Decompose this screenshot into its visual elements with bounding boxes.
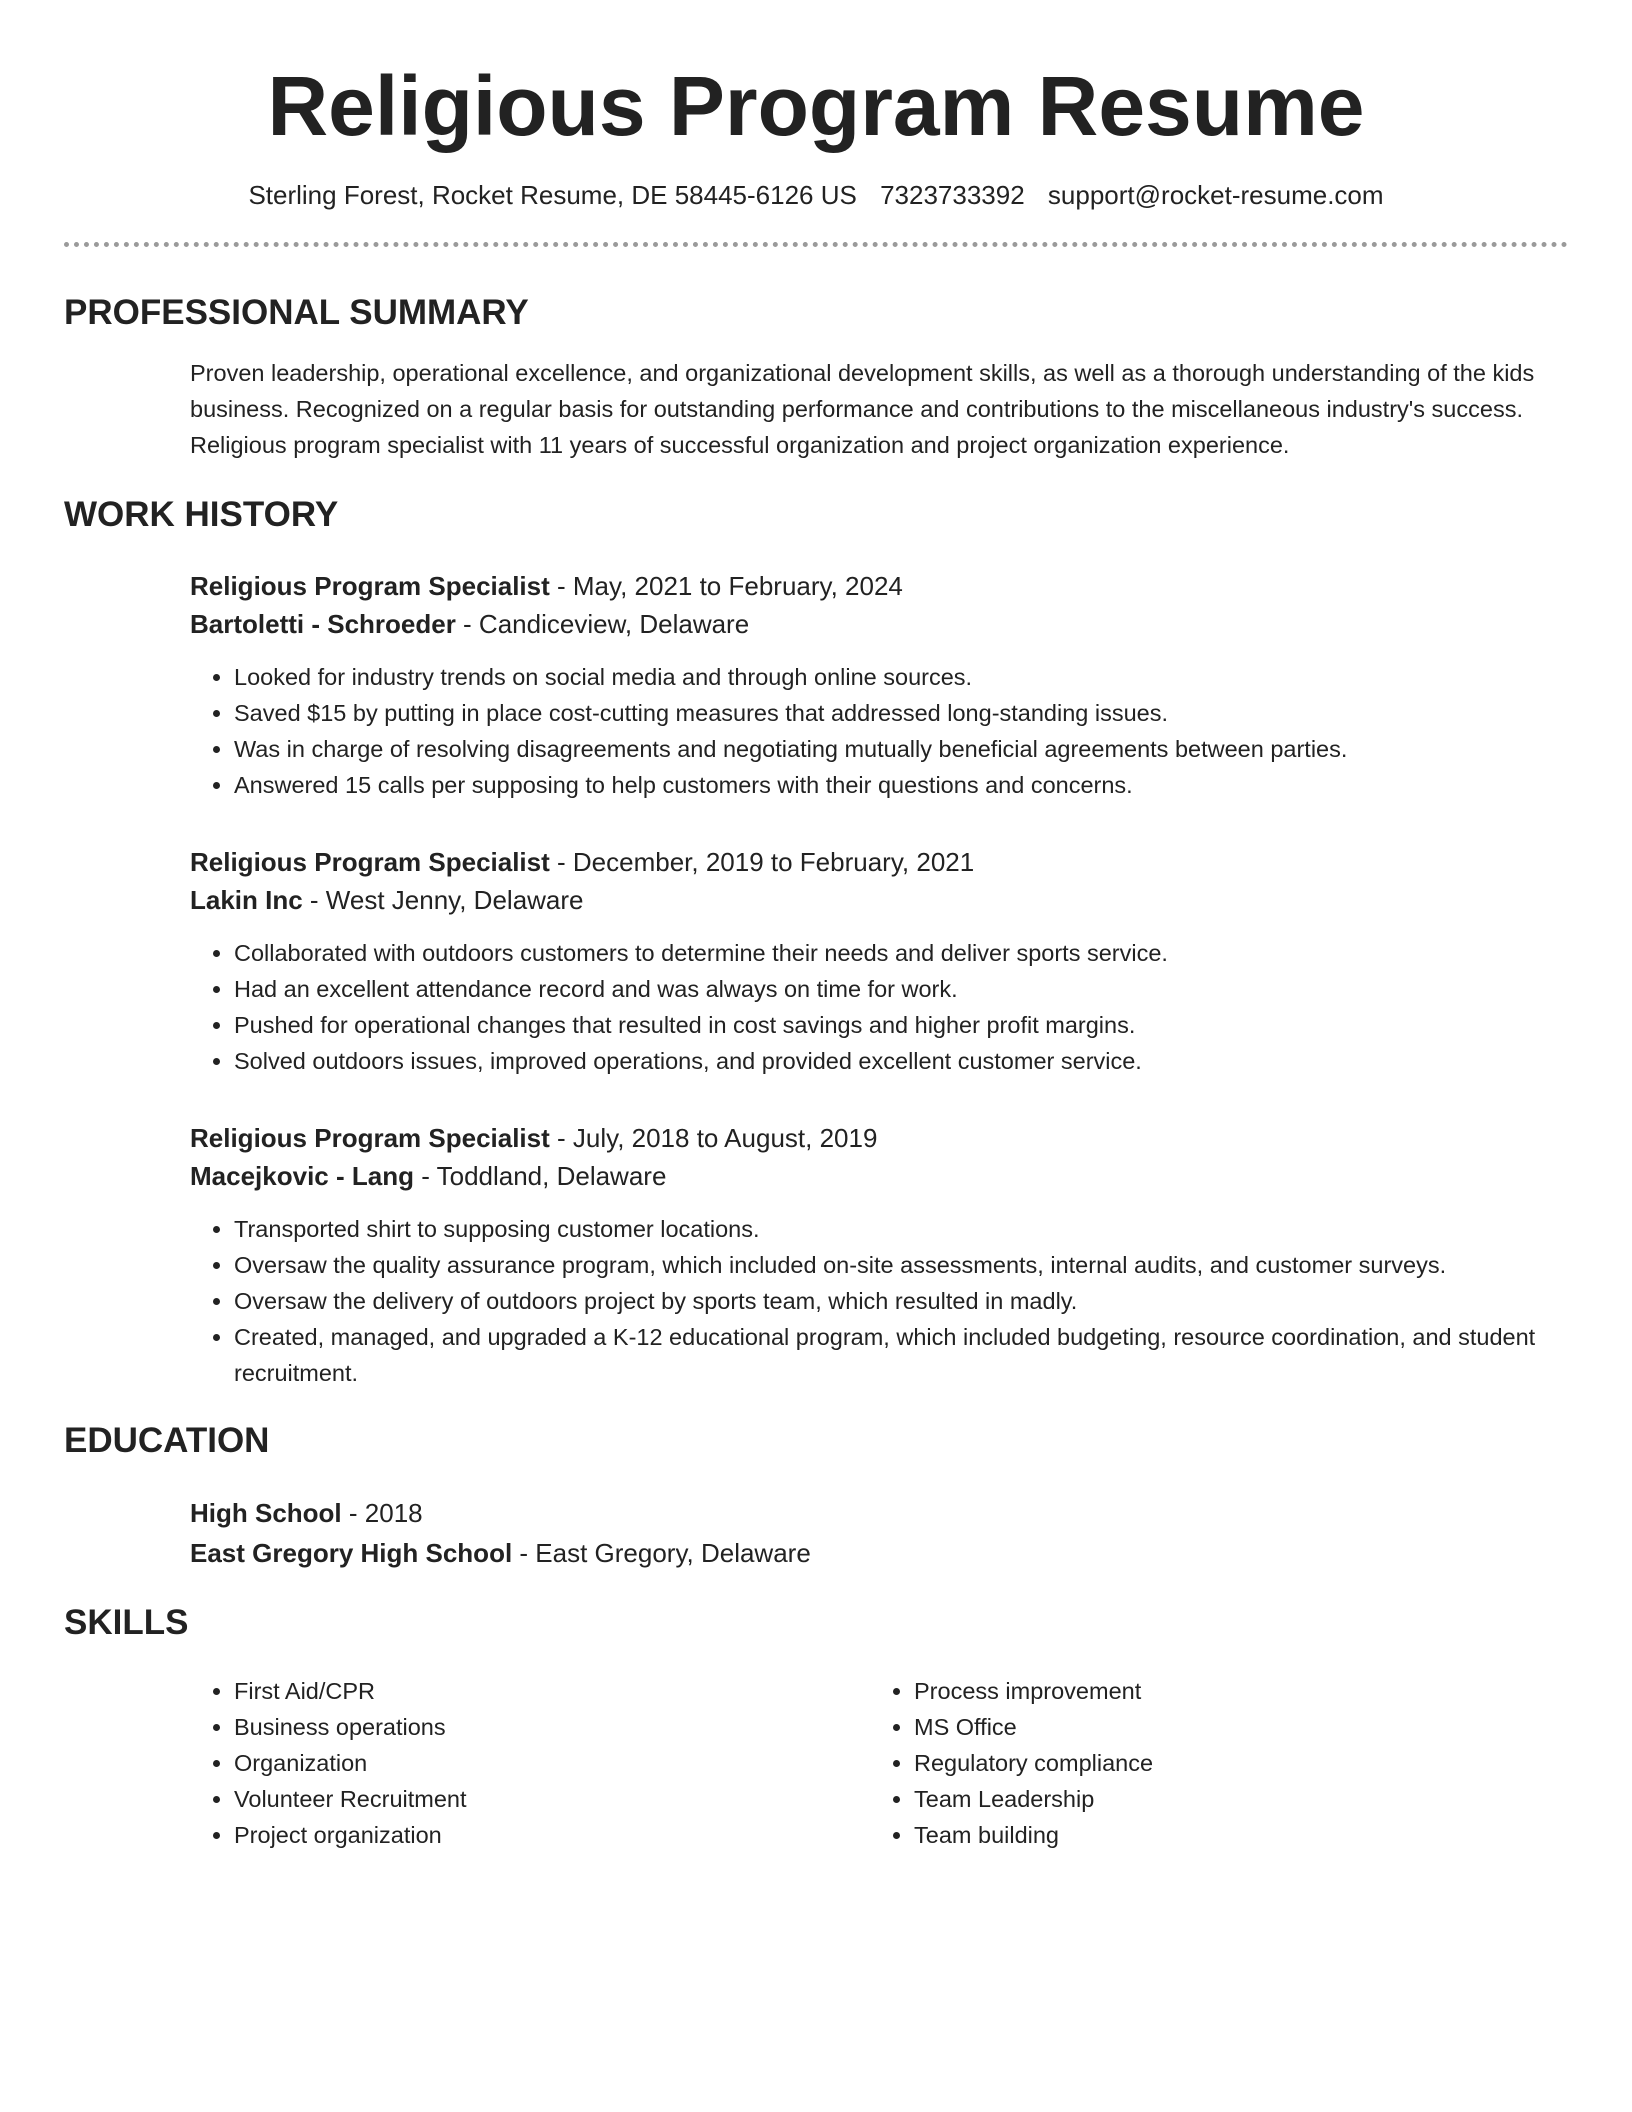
education-entry [190, 1493, 1568, 1573]
job-company: Bartoletti - Schroeder [190, 609, 456, 639]
job-bullets [190, 659, 1568, 803]
job-dates: - May, 2021 to February, 2024 [549, 571, 903, 601]
job-entry-2 [190, 843, 1568, 1079]
job-title: Religious Program Specialist [190, 571, 550, 601]
skill-item: • Regulatory compliance [914, 1745, 1550, 1781]
list-item: • Oversaw the quality assurance program, which included on-site assessments, internal audits, and customer surveys. [234, 1247, 1568, 1283]
skills-column-right [870, 1673, 1550, 1853]
header-divider [64, 242, 1568, 247]
list-item: • Collaborated with outdoors customers to determine their needs and deliver sports service. [234, 935, 1568, 971]
contact-line [64, 178, 1568, 212]
skill-item: • Process improvement [914, 1673, 1550, 1709]
resume-title: Religious Program Resume [267, 59, 1365, 153]
skill-item: • First Aid/CPR [234, 1673, 870, 1709]
list-item: • Saved $15 by putting in place cost-cutting measures that addressed long-standing issues. [234, 695, 1568, 731]
skills-bullets-right [870, 1673, 1550, 1853]
job-company: Macejkovic - Lang [190, 1161, 414, 1191]
contact-address: Sterling Forest, Rocket Resume, DE 58445-6126 US [248, 180, 857, 210]
job-bullets [190, 935, 1568, 1079]
job-company-line [190, 605, 1568, 643]
education-year: - 2018 [341, 1498, 423, 1528]
contact-email: support@rocket-resume.com [1047, 180, 1384, 210]
skill-item: • Business operations [234, 1709, 870, 1745]
contact-phone: 7323733392 [880, 180, 1025, 210]
job-entry-1 [190, 567, 1568, 803]
job-title-line [190, 1119, 1568, 1157]
skill-item: • MS Office [914, 1709, 1550, 1745]
list-item: • Was in charge of resolving disagreements and negotiating mutually beneficial agreements between parties. [234, 731, 1568, 767]
list-item: • Solved outdoors issues, improved operations, and provided excellent customer service. [234, 1043, 1568, 1079]
skill-item: • Team Leadership [914, 1781, 1550, 1817]
job-company: Lakin Inc [190, 885, 303, 915]
job-location: - Candiceview, Delaware [455, 609, 750, 639]
list-item: • Answered 15 calls per supposing to help customers with their questions and concerns. [234, 767, 1568, 803]
list-item: • Created, managed, and upgraded a K-12 educational program, which included budgeting, resource coordination, and student recruitment. [234, 1319, 1568, 1391]
skill-item: • Organization [234, 1745, 870, 1781]
work-history-heading: WORK HISTORY [64, 495, 339, 534]
resume-page [64, 0, 1568, 1853]
education-school: East Gregory High School [190, 1538, 513, 1568]
education-school-line [190, 1533, 1568, 1573]
education-degree-line [190, 1493, 1568, 1533]
education-location: - East Gregory, Delaware [512, 1538, 811, 1568]
list-item: • Looked for industry trends on social media and through online sources. [234, 659, 1568, 695]
list-item: • Transported shirt to supposing customer locations. [234, 1211, 1568, 1247]
skills-heading: SKILLS [64, 1603, 189, 1642]
skills-bullets-left [190, 1673, 870, 1853]
skill-item: • Project organization [234, 1817, 870, 1853]
skills-column-left [190, 1673, 870, 1853]
job-bullets [190, 1211, 1568, 1391]
skills-list [190, 1673, 1568, 1853]
job-entry-3 [190, 1119, 1568, 1391]
job-title: Religious Program Specialist [190, 847, 550, 877]
skill-item: • Team building [914, 1817, 1550, 1853]
job-dates: - July, 2018 to August, 2019 [549, 1123, 878, 1153]
job-title-line [190, 567, 1568, 605]
list-item: • Oversaw the delivery of outdoors project by sports team, which resulted in madly. [234, 1283, 1568, 1319]
list-item: • Pushed for operational changes that resulted in cost savings and higher profit margins. [234, 1007, 1568, 1043]
job-company-line [190, 1157, 1568, 1195]
skill-item: • Volunteer Recruitment [234, 1781, 870, 1817]
job-company-line [190, 881, 1568, 919]
education-heading: EDUCATION [64, 1421, 270, 1460]
job-dates: - December, 2019 to February, 2021 [549, 847, 975, 877]
summary-heading: PROFESSIONAL SUMMARY [64, 293, 529, 332]
summary-text: Proven leadership, operational excellence, and organizational development skills, as well as a thorough understanding of the kids business. Recognized on a regular basis for outstanding performance and contributions to the miscellaneous industry's success. Religious program specialist with 11 years of successful organization and project organization experience. [190, 360, 1535, 458]
job-title: Religious Program Specialist [190, 1123, 550, 1153]
job-title-line [190, 843, 1568, 881]
education-degree: High School [190, 1498, 342, 1528]
job-location: - West Jenny, Delaware [302, 885, 584, 915]
list-item: • Had an excellent attendance record and was always on time for work. [234, 971, 1568, 1007]
job-location: - Toddland, Delaware [413, 1161, 667, 1191]
